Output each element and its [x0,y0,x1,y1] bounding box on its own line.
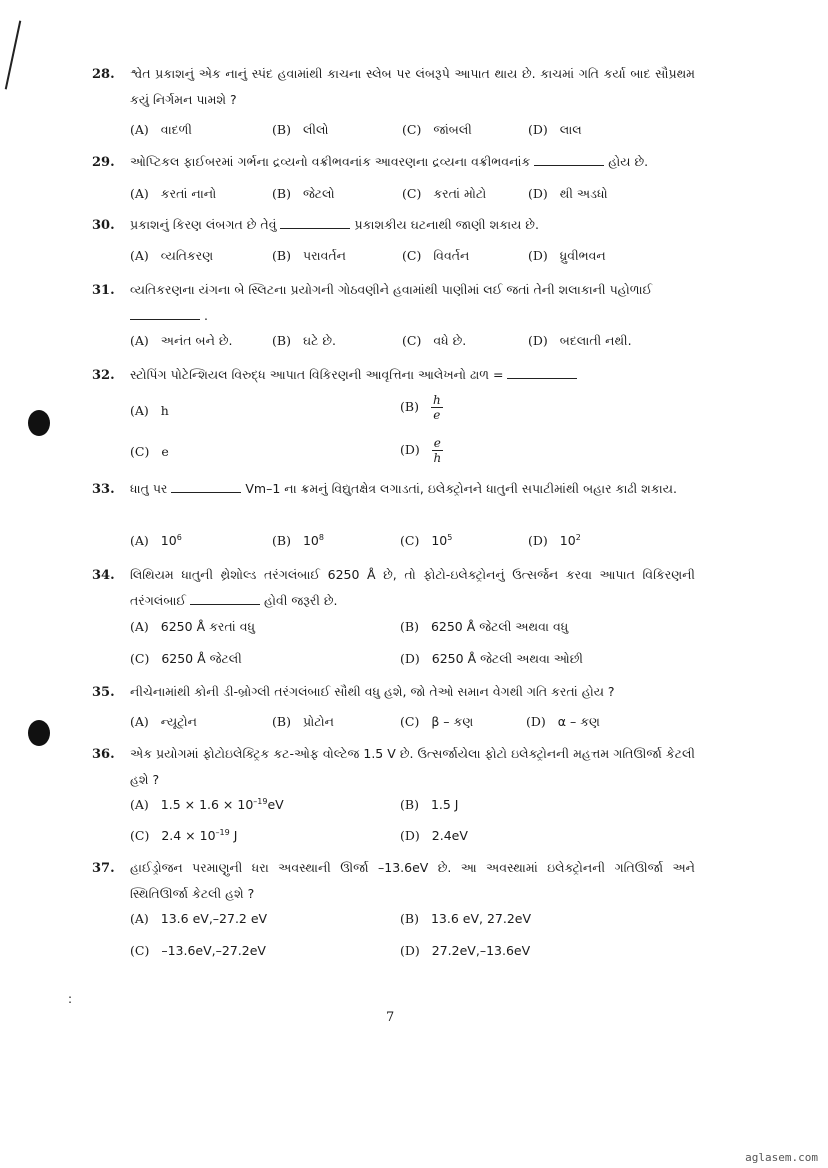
option-a[interactable]: (A) અનંત બને છે. [130,333,233,348]
question-number: 31. [92,283,115,298]
answer-blank [534,153,604,166]
option-c[interactable]: (C) 6250 Å જેટલી [130,651,242,666]
option-b[interactable]: (B) 13.6 eV, 27.2eV [400,911,532,926]
option-d[interactable]: (D) લાલ [528,122,582,137]
option-d[interactable]: (D) $10^2$ [528,533,581,549]
question-number: 36. [92,747,115,762]
question-text: સ્ટોપિંગ પોટેન્શિયલ વિરુદ્ધ આપાત વિકિરણની આવૃત્તિના આલેખનો ઢાળ = [130,362,695,388]
option-c[interactable]: (C) $10^5$ [400,533,453,549]
option-c[interactable]: (C) e [130,444,169,459]
question-number: 35. [92,685,115,700]
option-d[interactable]: (D) $\frac{e}{h}$ [400,436,442,465]
question-number: 29. [92,155,115,170]
answer-blank [190,592,260,605]
question-text: શ્વેત પ્રકાશનું એક નાનું સ્પંદ હવામાંથી કાચના સ્લેબ પર લંબરૂપે આપાત થાય છે. કાચમાં ગતિ કર્યા બાદ સૌપ્રથમ કયું નિર્ગમન પામશે ? [130,66,695,107]
question-text: ઓપ્ટિકલ ફાઈબરમાં ગર્ભના દ્રવ્યનો વક્રીભવનાંક આવરણના દ્રવ્યના વક્રીભવનાંક હોય છે. [130,154,649,169]
option-d[interactable]: (D) 2.4eV [400,828,468,843]
option-b[interactable]: (B) $10^8$ [272,533,324,549]
option-c[interactable]: (C) વધે છે. [402,333,467,348]
option-b[interactable]: (B) 1.5 J [400,797,459,812]
option-c[interactable]: (C) $2.4 \times 10^{-19}$ J [130,828,238,844]
question-number: 32. [92,368,115,383]
option-b[interactable]: (B) 6250 Å જેટલી અથવા વધુ [400,619,569,634]
option-c[interactable]: (C) –13.6eV,–27.2eV [130,943,266,958]
page-number: 7 [386,1010,395,1025]
answer-blank [280,216,350,229]
question-text: એક પ્રયોગમાં ફોટોઇલેક્ટ્રિક કટ-ઓફ વોલ્ટેજ 1.5 V છે. ઉત્સર્જાયેલા ફોટો ઇલેક્ટ્રોનની મહત્તમ ગતિઊર્જા કેટલી હશે ? [130,746,695,787]
answer-blank [507,366,577,379]
option-b[interactable]: (B) ઘટે છે. [272,333,336,348]
question-text: લિથિયમ ધાતુની થ્રેશોલ્ડ તરંગલંબાઈ 6250 Å છે, તો ફોટો-ઇલેક્ટ્રોનનું ઉત્સર્જન કરવા આપાત વિકિરણની તરંગલંબાઈ હોવી જરૂરી છે. [130,567,695,608]
option-b[interactable]: (B) જેટલો [272,186,335,201]
option-a[interactable]: (A) વ્યતિકરણ [130,248,214,263]
question-number: 37. [92,861,115,876]
question-text: હાઈડ્રોજન પરમાણુની ધરા અવસ્થાની ઊર્જા –13.6eV છે. આ અવસ્થામાં ઇલેક્ટ્રોનની ગતિઊર્જા અને સ્થિતિઊર્જા કેટલી હશે ? [130,860,695,901]
question-number: 30. [92,218,115,233]
pen-mark [5,21,22,90]
question-text: પ્રકાશનું કિરણ લંબગત છે તેવું પ્રકાશકીય ઘટનાથી જાણી શકાય છે. [130,217,539,232]
option-a[interactable]: (A) h [130,403,169,418]
option-d[interactable]: (D) 27.2eV,–13.6eV [400,943,531,958]
question-text: ધાતુ પર Vm–1 ના ક્રમનું વિદ્યુતક્ષેત્ર લગાડતાં, ઇલેક્ટ્રોનને ધાતુની સપાટીમાંથી બહાર કાઢી શકાય. [130,481,677,496]
option-d[interactable]: (D) બદલાતી નથી. [528,333,632,348]
option-c[interactable]: (C) કરતાં મોટો [402,186,487,201]
option-a[interactable]: (A) $1.5 \times 1.6 \times 10^{-19}eV$ [130,797,284,813]
option-c[interactable]: (C) β – કણ [400,714,474,729]
question-number: 28. [92,67,115,82]
option-c[interactable]: (C) જાંબલી [402,122,472,137]
option-a[interactable]: (A) કરતાં નાનો [130,186,217,201]
question-text: નીચેનામાંથી કોની ડી-બ્રોગ્લી તરંગલંબાઈ સૌથી વધુ હશે, જો તેઓ સમાન વેગથી ગતિ કરતાં હોય ? [130,684,615,699]
question-text: વ્યતિકરણના યંગના બે સ્લિટના પ્રયોગની ગોઠવણીને હવામાંથી પાણીમાં લઈ જતાં તેની શલાકાની પહોળાઈ . [130,282,653,323]
option-d[interactable]: (D) ધ્રુવીભવન [528,248,606,263]
punch-hole [28,720,50,746]
option-b[interactable]: (B) $\frac{h}{e}$ [400,393,441,422]
question-number: 33. [92,482,115,497]
answer-blank [171,480,241,493]
option-d[interactable]: (D) 6250 Å જેટલી અથવા ઓછી [400,651,583,666]
option-d[interactable]: (D) α – કણ [526,714,600,729]
option-b[interactable]: (B) પ્રોટોન [272,714,334,729]
margin-dot: : [68,992,73,1006]
option-b[interactable]: (B) લીલો [272,122,329,137]
fraction: $\frac{h}{e}$ [432,393,441,422]
option-a[interactable]: (A) $10^6$ [130,533,182,549]
punch-hole [28,410,50,436]
question-number: 34. [92,568,115,583]
option-a[interactable]: (A) 6250 Å કરતાં વધુ [130,619,255,634]
option-a[interactable]: (A) 13.6 eV,–27.2 eV [130,911,268,926]
option-a[interactable]: (A) ન્યૂટ્રોન [130,714,197,729]
option-b[interactable]: (B) પરાવર્તન [272,248,346,263]
answer-blank [130,307,200,320]
option-d[interactable]: (D) થી અડધો [528,186,608,201]
fraction: $\frac{e}{h}$ [433,436,442,465]
option-c[interactable]: (C) વિવર્તન [402,248,470,263]
watermark: aglasem.com [745,1151,818,1164]
option-a[interactable]: (A) વાદળી [130,122,192,137]
